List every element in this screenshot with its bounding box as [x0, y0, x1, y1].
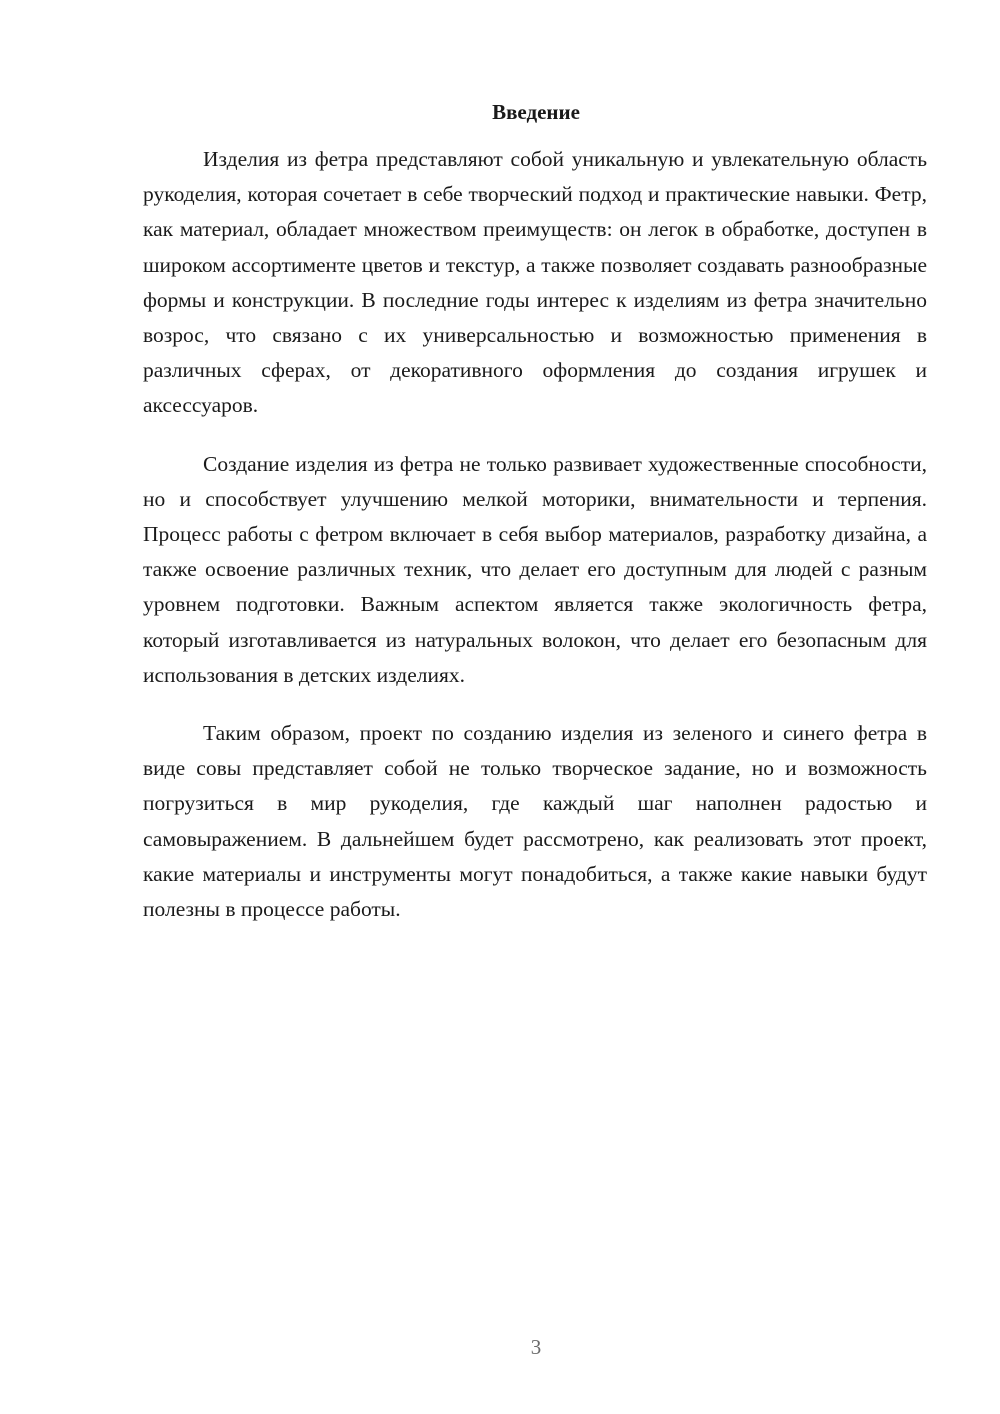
paragraph-3: Таким образом, проект по созданию изделия из зеленого и синего фетра в виде совы представляет собой не только творческое задание, но и возможность погрузиться в мир рукоделия, где каждый шаг наполнен радостью и самовыражением. В дальнейшем будет рассмотрено, как реализовать этот проект, какие материалы и инструменты могут понадобиться, а также какие навыки будут полезны в процессе работы. — [143, 721, 927, 922]
paragraph-1: Изделия из фетра представляют собой уникальную и увлекательную область рукоделия, которая сочетает в себе творческий подход и практические навыки. Фетр, как материал, обладает множеством преимуществ: он легок в обработке, доступен в широком ассортименте цветов и текстур, а также позволяет создавать разнообразные формы и конструкции. В последние годы интерес к изделиям из фетра значительно возрос, что связано с их универсальностью и возможностью применения в различных сферах, от декоративного оформления до создания игрушек и аксессуаров. — [143, 147, 927, 418]
page-number: 3 — [530, 1335, 542, 1359]
paragraph-2: Создание изделия из фетра не только развивает художественные способности, но и способствует улучшению мелкой моторики, внимательности и терпения. Процесс работы с фетром включает в себя выбор материалов, разработку дизайна, а также освоение различных техник, что делает его доступным для людей с разным уровнем подготовки. Важным аспектом является также экологичность фетра, который изготавливается из натуральных волокон, что делает его безопасным для использования в детских изделиях. — [143, 451, 927, 687]
body-text — [143, 142, 927, 950]
section-heading: Введение — [492, 100, 580, 124]
